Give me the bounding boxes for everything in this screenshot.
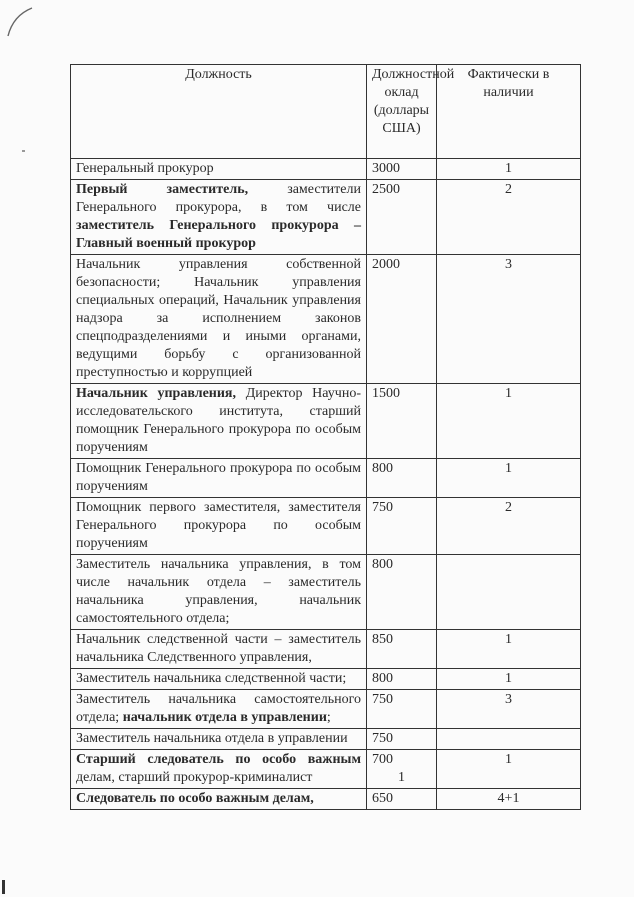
position-text: Следователь по особо важным делам, [76, 791, 314, 806]
header-salary: Должностной оклад (доллары США) [367, 65, 437, 159]
position-text: Заместитель начальника управления, в том числе начальник отдела – заместитель начальника управления, начальник самостоятельного отдела; [76, 557, 361, 626]
position-text: Помощник Генерального прокурора по особым поручениям [76, 461, 361, 494]
salary-cell [367, 384, 437, 459]
position-cell [71, 159, 367, 180]
position-cell [71, 255, 367, 384]
position-text: Заместитель начальника следственной части; [76, 671, 347, 686]
position-text: Начальник следственной части – заместитель начальника Следственного управления, [76, 632, 361, 665]
table-row [71, 459, 581, 498]
position-cell [71, 459, 367, 498]
position-cell [71, 630, 367, 669]
table-row [71, 180, 581, 255]
position-text: Директор Научно-исследовательского института, старший помощник Генерального прокурора по особым поручениям [76, 386, 361, 455]
position-cell [71, 180, 367, 255]
pen-stroke-mark [4, 6, 34, 40]
actual-count-cell: 1 [437, 459, 581, 498]
position-cell [71, 789, 367, 810]
actual-count-cell: 2 [437, 498, 581, 555]
actual-count-cell: 1 [437, 669, 581, 690]
table-row [71, 159, 581, 180]
position-cell [71, 669, 367, 690]
actual-count-cell: 1 [437, 750, 581, 789]
position-cell [71, 498, 367, 555]
table-row [71, 255, 581, 384]
salary-cell [367, 255, 437, 384]
table-header-row [71, 65, 581, 159]
position-cell [71, 729, 367, 750]
table-row [71, 498, 581, 555]
salary-cell [367, 669, 437, 690]
table-body [71, 159, 581, 810]
table-row [71, 384, 581, 459]
table-row [71, 729, 581, 750]
salary-cell [367, 750, 437, 789]
scan-speck [22, 150, 25, 152]
actual-count-cell: 3 [437, 690, 581, 729]
actual-count-cell: 3 [437, 255, 581, 384]
position-text: Начальник управления, [76, 386, 236, 401]
salary-value: 750 [372, 731, 393, 746]
position-text: Заместитель начальника отдела в управлении [76, 731, 348, 746]
position-text: Генеральный прокурор [76, 161, 214, 176]
header-actual: Фактически в наличии [437, 65, 581, 159]
actual-count-cell [437, 729, 581, 750]
position-text: Первый заместитель, [76, 182, 249, 197]
salary-cell [367, 555, 437, 630]
salary-value: 3000 [372, 161, 400, 176]
table-row [71, 555, 581, 630]
table-row [71, 669, 581, 690]
table-row [71, 690, 581, 729]
header-position: Должность [71, 65, 367, 159]
salary-value: 700 [372, 752, 393, 767]
salary-table [70, 64, 581, 810]
table-row [71, 750, 581, 789]
position-cell [71, 690, 367, 729]
salary-value: 800 [372, 671, 393, 686]
actual-count-cell: 1 [437, 630, 581, 669]
position-cell [71, 384, 367, 459]
actual-count-cell [437, 555, 581, 630]
salary-cell [367, 498, 437, 555]
position-text: Старший следователь по особо важным [76, 752, 361, 767]
actual-count-cell: 1 [437, 384, 581, 459]
position-text: заместители Генерального прокурора, в том числе [76, 182, 361, 215]
salary-value: 750 [372, 500, 393, 515]
actual-count-cell: 1 [437, 159, 581, 180]
position-text: Заместитель начальника самостоятельного отдела; [76, 692, 361, 725]
salary-cell [367, 459, 437, 498]
actual-count-cell: 4+1 [437, 789, 581, 810]
scan-edge-mark [2, 880, 5, 894]
salary-cell [367, 159, 437, 180]
position-text: начальник отдела в управлении [122, 710, 327, 725]
position-text: ; [326, 710, 331, 725]
salary-value: 2000 [372, 257, 400, 272]
salary-cell [367, 690, 437, 729]
salary-value: 650 [372, 791, 393, 806]
salary-note: 1 [398, 770, 405, 785]
position-cell [71, 750, 367, 789]
actual-count-cell: 2 [437, 180, 581, 255]
position-text: делам, старший прокурор-криминалист [76, 770, 313, 785]
salary-value: 2500 [372, 182, 400, 197]
salary-cell [367, 729, 437, 750]
salary-cell [367, 789, 437, 810]
salary-value: 800 [372, 557, 393, 572]
position-text: Помощник первого заместителя, заместителя Генерального прокурора по особым поручениям [76, 500, 361, 551]
position-text: заместитель Генерального прокурора – Главный военный прокурор [76, 218, 361, 251]
salary-value: 850 [372, 632, 393, 647]
salary-cell [367, 180, 437, 255]
salary-cell [367, 630, 437, 669]
salary-value: 750 [372, 692, 393, 707]
salary-value: 1500 [372, 386, 400, 401]
position-cell [71, 555, 367, 630]
table-row [71, 630, 581, 669]
position-text: Начальник управления собственной безопасности; Начальник управления специальных операций, Начальник управления надзора за исполнением законов спецподразделениями и иными органами, ведущими борьбу с организованной преступностью и коррупцией [76, 257, 361, 380]
salary-value: 800 [372, 461, 393, 476]
table-row [71, 789, 581, 810]
